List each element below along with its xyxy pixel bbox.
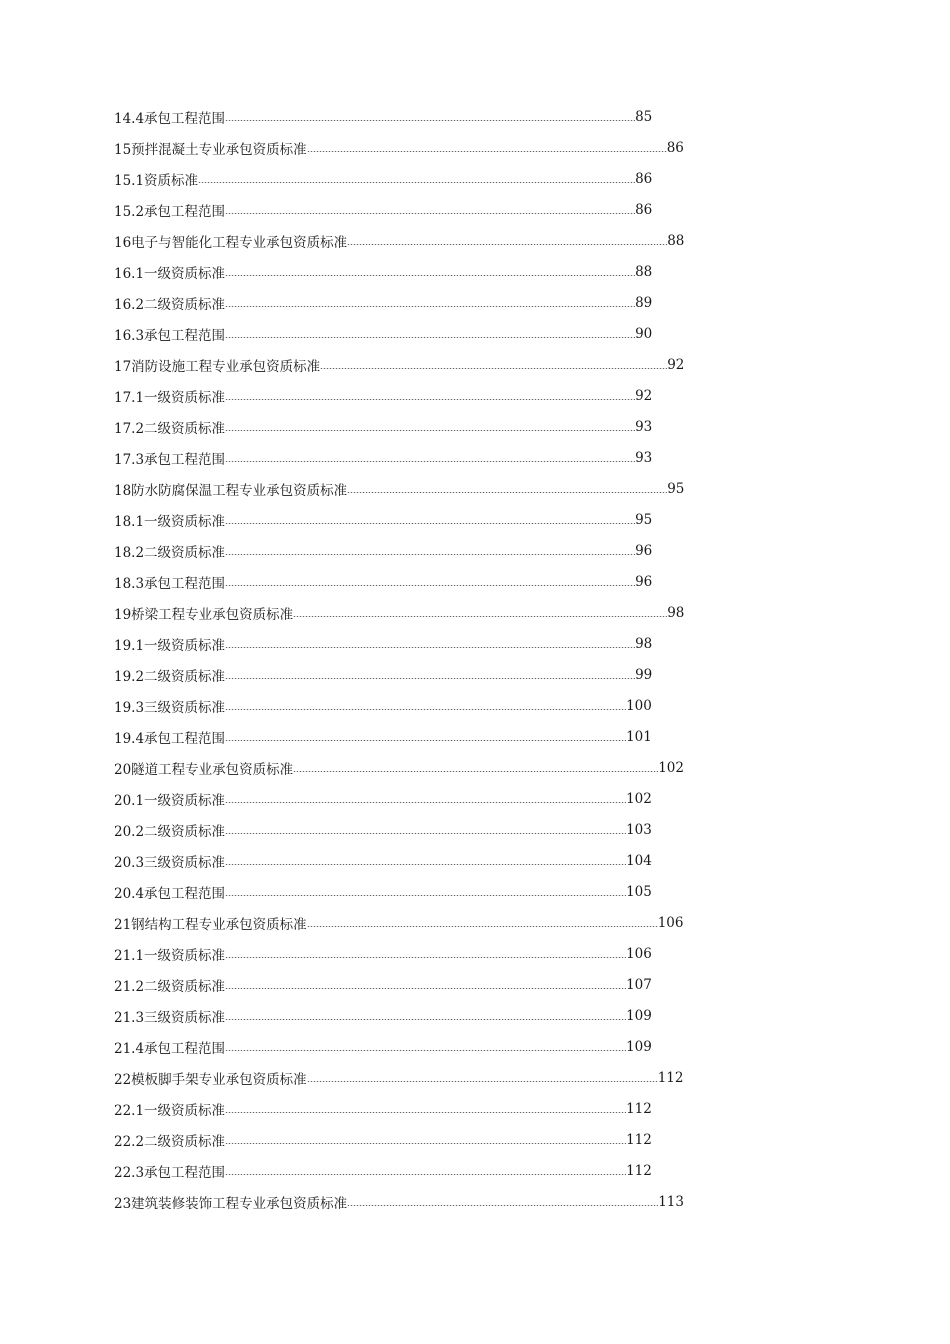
toc-entry[interactable] xyxy=(114,814,652,845)
toc-entry-title: 17.3承包工程范围 xyxy=(114,451,226,468)
toc-entry-page-number: 89 xyxy=(635,294,653,311)
toc-entry-title: 19.2二级资质标准 xyxy=(114,668,226,685)
toc-entry-title: 19.1一级资质标准 xyxy=(114,637,226,654)
toc-entry-page-number: 96 xyxy=(635,542,653,559)
toc-entry[interactable] xyxy=(114,1031,652,1062)
toc-entry[interactable] xyxy=(114,504,652,535)
toc-entry-page-number: 112 xyxy=(626,1131,652,1148)
toc-entry-title: 18防水防腐保温工程专业承包资质标准 xyxy=(114,482,348,499)
toc-entry-page-number: 103 xyxy=(626,821,652,838)
toc-entry-title: 18.2二级资质标准 xyxy=(114,544,226,561)
toc-dot-leader xyxy=(225,1174,626,1175)
toc-entry-title: 20.3三级资质标准 xyxy=(114,854,226,871)
toc-entry-title: 21.2二级资质标准 xyxy=(114,978,226,995)
toc-dot-leader xyxy=(225,554,635,555)
toc-dot-leader xyxy=(225,740,626,741)
toc-dot-leader xyxy=(225,275,635,276)
toc-entry-title: 21.3三级资质标准 xyxy=(114,1009,226,1026)
toc-entry-page-number: 107 xyxy=(626,976,652,993)
toc-entry-page-number: 86 xyxy=(635,170,653,187)
toc-entry-page-number: 112 xyxy=(657,1069,684,1086)
toc-entry[interactable] xyxy=(114,969,652,1000)
toc-dot-leader xyxy=(225,864,626,865)
toc-entry-title: 16.3承包工程范围 xyxy=(114,327,226,344)
toc-entry-page-number: 109 xyxy=(626,1038,652,1055)
toc-entry-page-number: 86 xyxy=(635,201,653,218)
toc-entry-page-number: 101 xyxy=(626,728,652,745)
toc-entry[interactable] xyxy=(114,721,652,752)
toc-dot-leader xyxy=(347,244,667,245)
toc-entry-page-number: 113 xyxy=(658,1193,684,1210)
toc-dot-leader xyxy=(225,709,626,710)
toc-dot-leader xyxy=(307,1081,658,1082)
toc-entry-title: 22.3承包工程范围 xyxy=(114,1164,226,1181)
toc-entry-title: 23建筑装修装饰工程专业承包资质标准 xyxy=(114,1195,348,1212)
toc-dot-leader xyxy=(225,213,635,214)
toc-entry-page-number: 99 xyxy=(635,666,653,683)
toc-entry-title: 15.1资质标准 xyxy=(114,172,199,189)
toc-entry-title: 19桥梁工程专业承包资质标准 xyxy=(114,606,294,623)
toc-entry-title: 17消防设施工程专业承包资质标准 xyxy=(114,358,321,375)
toc-entry-title: 22.1一级资质标准 xyxy=(114,1102,226,1119)
toc-dot-leader xyxy=(307,926,658,927)
toc-entry-title: 16电子与智能化工程专业承包资质标准 xyxy=(114,234,348,251)
toc-entry-page-number: 92 xyxy=(635,387,653,404)
toc-dot-leader xyxy=(293,771,658,772)
toc-entry[interactable] xyxy=(114,1093,652,1124)
toc-entry-title: 17.2二级资质标准 xyxy=(114,420,226,437)
toc-dot-leader xyxy=(320,368,667,369)
toc-dot-leader xyxy=(225,988,626,989)
toc-entry[interactable] xyxy=(114,876,652,907)
toc-dot-leader xyxy=(225,957,626,958)
toc-entry[interactable] xyxy=(114,628,652,659)
toc-dot-leader xyxy=(225,895,626,896)
toc-entry-page-number: 98 xyxy=(667,604,685,621)
toc-entry[interactable] xyxy=(114,752,684,783)
toc-entry-page-number: 100 xyxy=(626,697,652,714)
toc-entry[interactable] xyxy=(114,101,652,132)
toc-entry-title: 14.4承包工程范围 xyxy=(114,110,226,127)
toc-entry[interactable] xyxy=(114,225,684,256)
toc-dot-leader xyxy=(225,306,635,307)
toc-entry[interactable] xyxy=(114,1062,684,1093)
toc-entry[interactable] xyxy=(114,1124,652,1155)
toc-entry-page-number: 88 xyxy=(635,263,653,280)
toc-dot-leader xyxy=(225,430,635,431)
toc-entry-title: 21.4承包工程范围 xyxy=(114,1040,226,1057)
toc-dot-leader xyxy=(347,1205,658,1206)
toc-dot-leader xyxy=(347,492,667,493)
toc-entry-page-number: 92 xyxy=(667,356,685,373)
toc-dot-leader xyxy=(225,523,635,524)
toc-entry-title: 15.2承包工程范围 xyxy=(114,203,226,220)
toc-dot-leader xyxy=(225,120,635,121)
toc-entry-page-number: 88 xyxy=(667,232,685,249)
toc-entry[interactable] xyxy=(114,349,684,380)
toc-entry[interactable] xyxy=(114,442,652,473)
toc-entry[interactable] xyxy=(114,318,652,349)
toc-entry-title: 18.1一级资质标准 xyxy=(114,513,226,530)
toc-entry-title: 17.1一级资质标准 xyxy=(114,389,226,406)
toc-dot-leader xyxy=(307,151,667,152)
toc-dot-leader xyxy=(225,678,635,679)
toc-entry[interactable] xyxy=(114,411,652,442)
toc-entry-title: 15预拌混凝土专业承包资质标准 xyxy=(114,141,307,158)
toc-entry[interactable] xyxy=(114,938,652,969)
toc-entry-title: 20.2二级资质标准 xyxy=(114,823,226,840)
toc-entry[interactable] xyxy=(114,163,652,194)
toc-dot-leader xyxy=(225,585,635,586)
toc-entry[interactable] xyxy=(114,907,684,938)
toc-dot-leader xyxy=(225,802,626,803)
toc-dot-leader xyxy=(225,461,635,462)
toc-entry-page-number: 98 xyxy=(635,635,653,652)
toc-entry-title: 19.3三级资质标准 xyxy=(114,699,226,716)
toc-entry-title: 22模板脚手架专业承包资质标准 xyxy=(114,1071,307,1088)
toc-entry-page-number: 86 xyxy=(666,139,684,156)
toc-entry-title: 21钢结构工程专业承包资质标准 xyxy=(114,916,307,933)
toc-entry[interactable] xyxy=(114,1155,652,1186)
toc-entry-page-number: 95 xyxy=(635,511,653,528)
toc-entry-page-number: 106 xyxy=(657,914,684,931)
toc-entry-title: 20.1一级资质标准 xyxy=(114,792,226,809)
toc-entry[interactable] xyxy=(114,132,684,163)
toc-entry-page-number: 90 xyxy=(635,325,653,342)
toc-dot-leader xyxy=(225,1112,626,1113)
toc-entry-page-number: 93 xyxy=(635,418,653,435)
toc-dot-leader xyxy=(225,1143,626,1144)
toc-entry-page-number: 112 xyxy=(626,1100,652,1117)
toc-dot-leader xyxy=(293,616,667,617)
toc-dot-leader xyxy=(225,833,626,834)
toc-entry-title: 20.4承包工程范围 xyxy=(114,885,226,902)
toc-entry-page-number: 102 xyxy=(658,759,684,776)
toc-entry[interactable] xyxy=(114,380,652,411)
toc-entry-page-number: 104 xyxy=(626,852,652,869)
toc-entry-title: 16.1一级资质标准 xyxy=(114,265,226,282)
toc-entry-page-number: 112 xyxy=(626,1162,652,1179)
toc-entry[interactable] xyxy=(114,566,652,597)
toc-dot-leader xyxy=(225,647,635,648)
toc-entry-title: 18.3承包工程范围 xyxy=(114,575,226,592)
toc-entry[interactable] xyxy=(114,194,652,225)
toc-entry-page-number: 106 xyxy=(626,945,652,962)
toc-entry[interactable] xyxy=(114,287,652,318)
toc-dot-leader xyxy=(225,399,635,400)
toc-entry[interactable] xyxy=(114,783,652,814)
toc-entry-title: 22.2二级资质标准 xyxy=(114,1133,226,1150)
toc-entry-page-number: 102 xyxy=(626,790,652,807)
toc-entry-page-number: 93 xyxy=(635,449,653,466)
toc-entry-page-number: 105 xyxy=(626,883,652,900)
toc-entry[interactable] xyxy=(114,535,652,566)
toc-entry-title: 19.4承包工程范围 xyxy=(114,730,226,747)
toc-entry-page-number: 95 xyxy=(667,480,685,497)
toc-entry[interactable] xyxy=(114,690,652,721)
toc-entry-title: 20隧道工程专业承包资质标准 xyxy=(114,761,294,778)
toc-dot-leader xyxy=(225,1050,626,1051)
toc-entry[interactable] xyxy=(114,1000,652,1031)
toc-entry-page-number: 85 xyxy=(635,108,653,125)
toc-entry-page-number: 109 xyxy=(626,1007,652,1024)
toc-entry[interactable] xyxy=(114,597,684,628)
toc-entry[interactable] xyxy=(114,845,652,876)
toc-entry[interactable] xyxy=(114,1186,684,1217)
toc-entry-title: 16.2二级资质标准 xyxy=(114,296,226,313)
toc-entry[interactable] xyxy=(114,473,684,504)
table-of-contents xyxy=(114,101,714,1217)
toc-dot-leader xyxy=(225,337,635,338)
toc-dot-leader xyxy=(225,1019,626,1020)
toc-entry-title: 21.1一级资质标准 xyxy=(114,947,226,964)
toc-entry[interactable] xyxy=(114,256,652,287)
toc-dot-leader xyxy=(198,182,635,183)
toc-entry-page-number: 96 xyxy=(635,573,653,590)
toc-entry[interactable] xyxy=(114,659,652,690)
